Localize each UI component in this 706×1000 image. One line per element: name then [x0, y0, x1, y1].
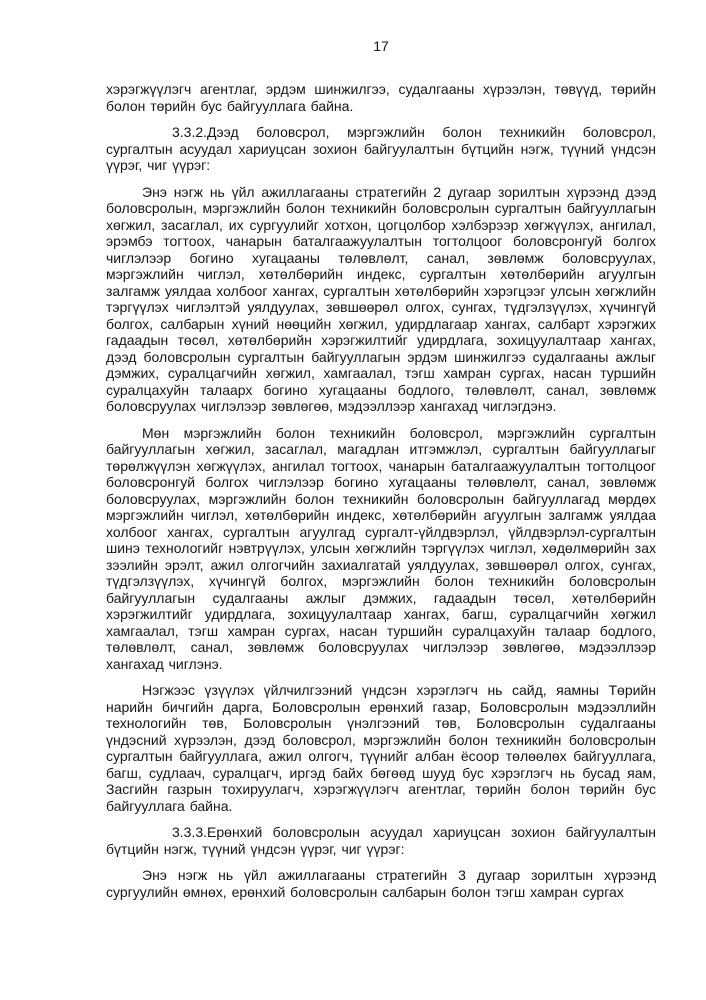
- page-number: 17: [373, 38, 389, 54]
- paragraph-continuation: хэрэгжүүлэгч агентлаг, эрдэм шинжилгээ, судалгааны хүрээлэн, төвүүд, төрийн болон төрийн бус байгууллага байна.: [106, 81, 656, 114]
- paragraph-unit-332-goal: Энэ нэгж нь үйл ажиллагааны стратегийн 2 дугаар зорилтын хүрээнд дээд боловсролын, мэргэжлийн болон техникийн боловсролын сургалтын байгууллагын хөгжил, засаглал, их сургуулийг хотхон, цогцолбор хэлбэрээр хөгжүүлэх, ангилал, эрэмбэ тогтоох, чанарын баталгаажуулалтын тогтолцоог боловсронгуй болгох чиглэлээр богино хугацааны төлөвлөлт, санал, зөвлөмж боловсруулах, мэргэжлийн чиглэл, хөтөлбөрийн индекс, сургалтын хөтөлбөрийн агуулгын залгамж уялдаа холбоог хангах, сургалтын хөтөлбөрийн хэрэгцээг улсын хөгжлийн тэргүүлэх чиглэлтэй уялдуулах, зөвшөөрөл олгох, сунгах, түдгэлзүүлэх, хүчингүй болгох, салбарын хүний нөөцийн хөгжил, удирдлагаар хангах, салбарт хэрэгжих гадаадын төсөл, хөтөлбөрийн хэрэгжилтийг удирдлага, зохицуулалтаар хангах, дээд боловсролын сургалтын байгууллагын эрдэм шинжилгээ судалгааны ажлыг дэмжих, суралцагчийн хөгжил, хамгаалал, тэгш хамран сургах, насан туршийн суралцахуйн талаарх богино хугацааны бодлого, төлөвлөлт, санал, зөвлөмж боловсруулах чиглэлээр зөвлөгөө, мэдээллээр хангахад чиглэгдэнэ.: [106, 183, 656, 414]
- paragraph-unit-332-users: Нэгжээс үзүүлэх үйлчилгээний үндсэн хэрэглэгч нь сайд, яамны Төрийн нарийн бичгийн дарга, Боловсролын ерөнхий газар, Боловсролын мэдээллийн технологийн төв, Боловсролын үнэлгээний төв, Боловсролын судалгааны үндэсний хүрээлэн, дээд боловсрол, мэргэжлийн болон техникийн боловсролын сургалтын байгууллага, ажил олгогч, түүнийг албан ёсоор төлөөлөх байгууллага, багш, судлаач, суралцагч, иргэд байх бөгөөд шууд бус хэрэглэгч нь бусад яам, Засгийн газрын тохируулагч, хэрэгжүүлэгч агентлаг, төрийн болон төрийн бус байгууллага байна.: [106, 682, 656, 814]
- paragraph-unit-332-tvet: Мөн мэргэжлийн болон техникийн боловсрол, мэргэжлийн сургалтын байгууллагын хөгжил, засаглал, магадлан итгэмжлэл, сургалтын байгууллагыг төрөлжүүлэн хөгжүүлэх, ангилал тогтоох, чанарын баталгаажуулалтын тогтолцоог боловсронгуй болгох чиглэлээр богино хугацааны төлөвлөлт, санал, зөвлөмж боловсруулах, мэргэжлийн болон техникийн боловсролын байгууллагад мөрдөх мэргэжлийн чиглэл, хөтөлбөрийн индекс, хөтөлбөрийн агуулгын залгамж уялдаа холбоог хангах, сургалтын агуулгад сургалт-үйлдвэрлэл, үйлдвэрлэл-сургалтын шинэ технологийг нэвтрүүлэх, улсын хөгжлийн тэргүүлэх чиглэл, хөдөлмөрийн зах зээлийн эрэлт, ажил олгогчийн захиалгатай уялдуулах, зөвшөөрөл олгох, сунгах, түдгэлзүүлэх, хүчингүй болгох, мэргэжлийн болон техникийн боловсролын байгууллагын судалгааны ажлыг дэмжих, гадаадын төсөл, хөтөлбөрийн хэрэгжилтийг удирдлага, зохицуулалтаар хангах, багш, суралцагчийн хөгжил хамгаалал, тэгш хамран сургах, насан туршийн суралцахуйн талаар бодлого, төлөвлөлт, санал, зөвлөмж боловсруулах чиглэлээр зөвлөгөө, мэдээллээр хангахад чиглэнэ.: [106, 424, 656, 672]
- section-heading-3-3-2: 3.3.2.Дээд боловсрол, мэргэжлийн болон техникийн боловсрол, сургалтын асуудал хариуцсан зохион байгуулалтын бүтцийн нэгж, түүний үндсэн үүрэг, чиг үүрэг:: [106, 124, 656, 173]
- section-heading-3-3-3: 3.3.3.Ерөнхий боловсролын асуудал хариуцсан зохион байгуулалтын бүтцийн нэгж, түүний үндсэн үүрэг, чиг үүрэг:: [106, 824, 656, 857]
- text-column: [106, 0, 656, 900]
- paragraph-unit-333-goal: Энэ нэгж нь үйл ажиллагааны стратегийн 3 дугаар зорилтын хүрээнд сургуулийн өмнөх, ерөнхий боловсролын салбарын болон тэгш хамран сургах: [106, 867, 656, 900]
